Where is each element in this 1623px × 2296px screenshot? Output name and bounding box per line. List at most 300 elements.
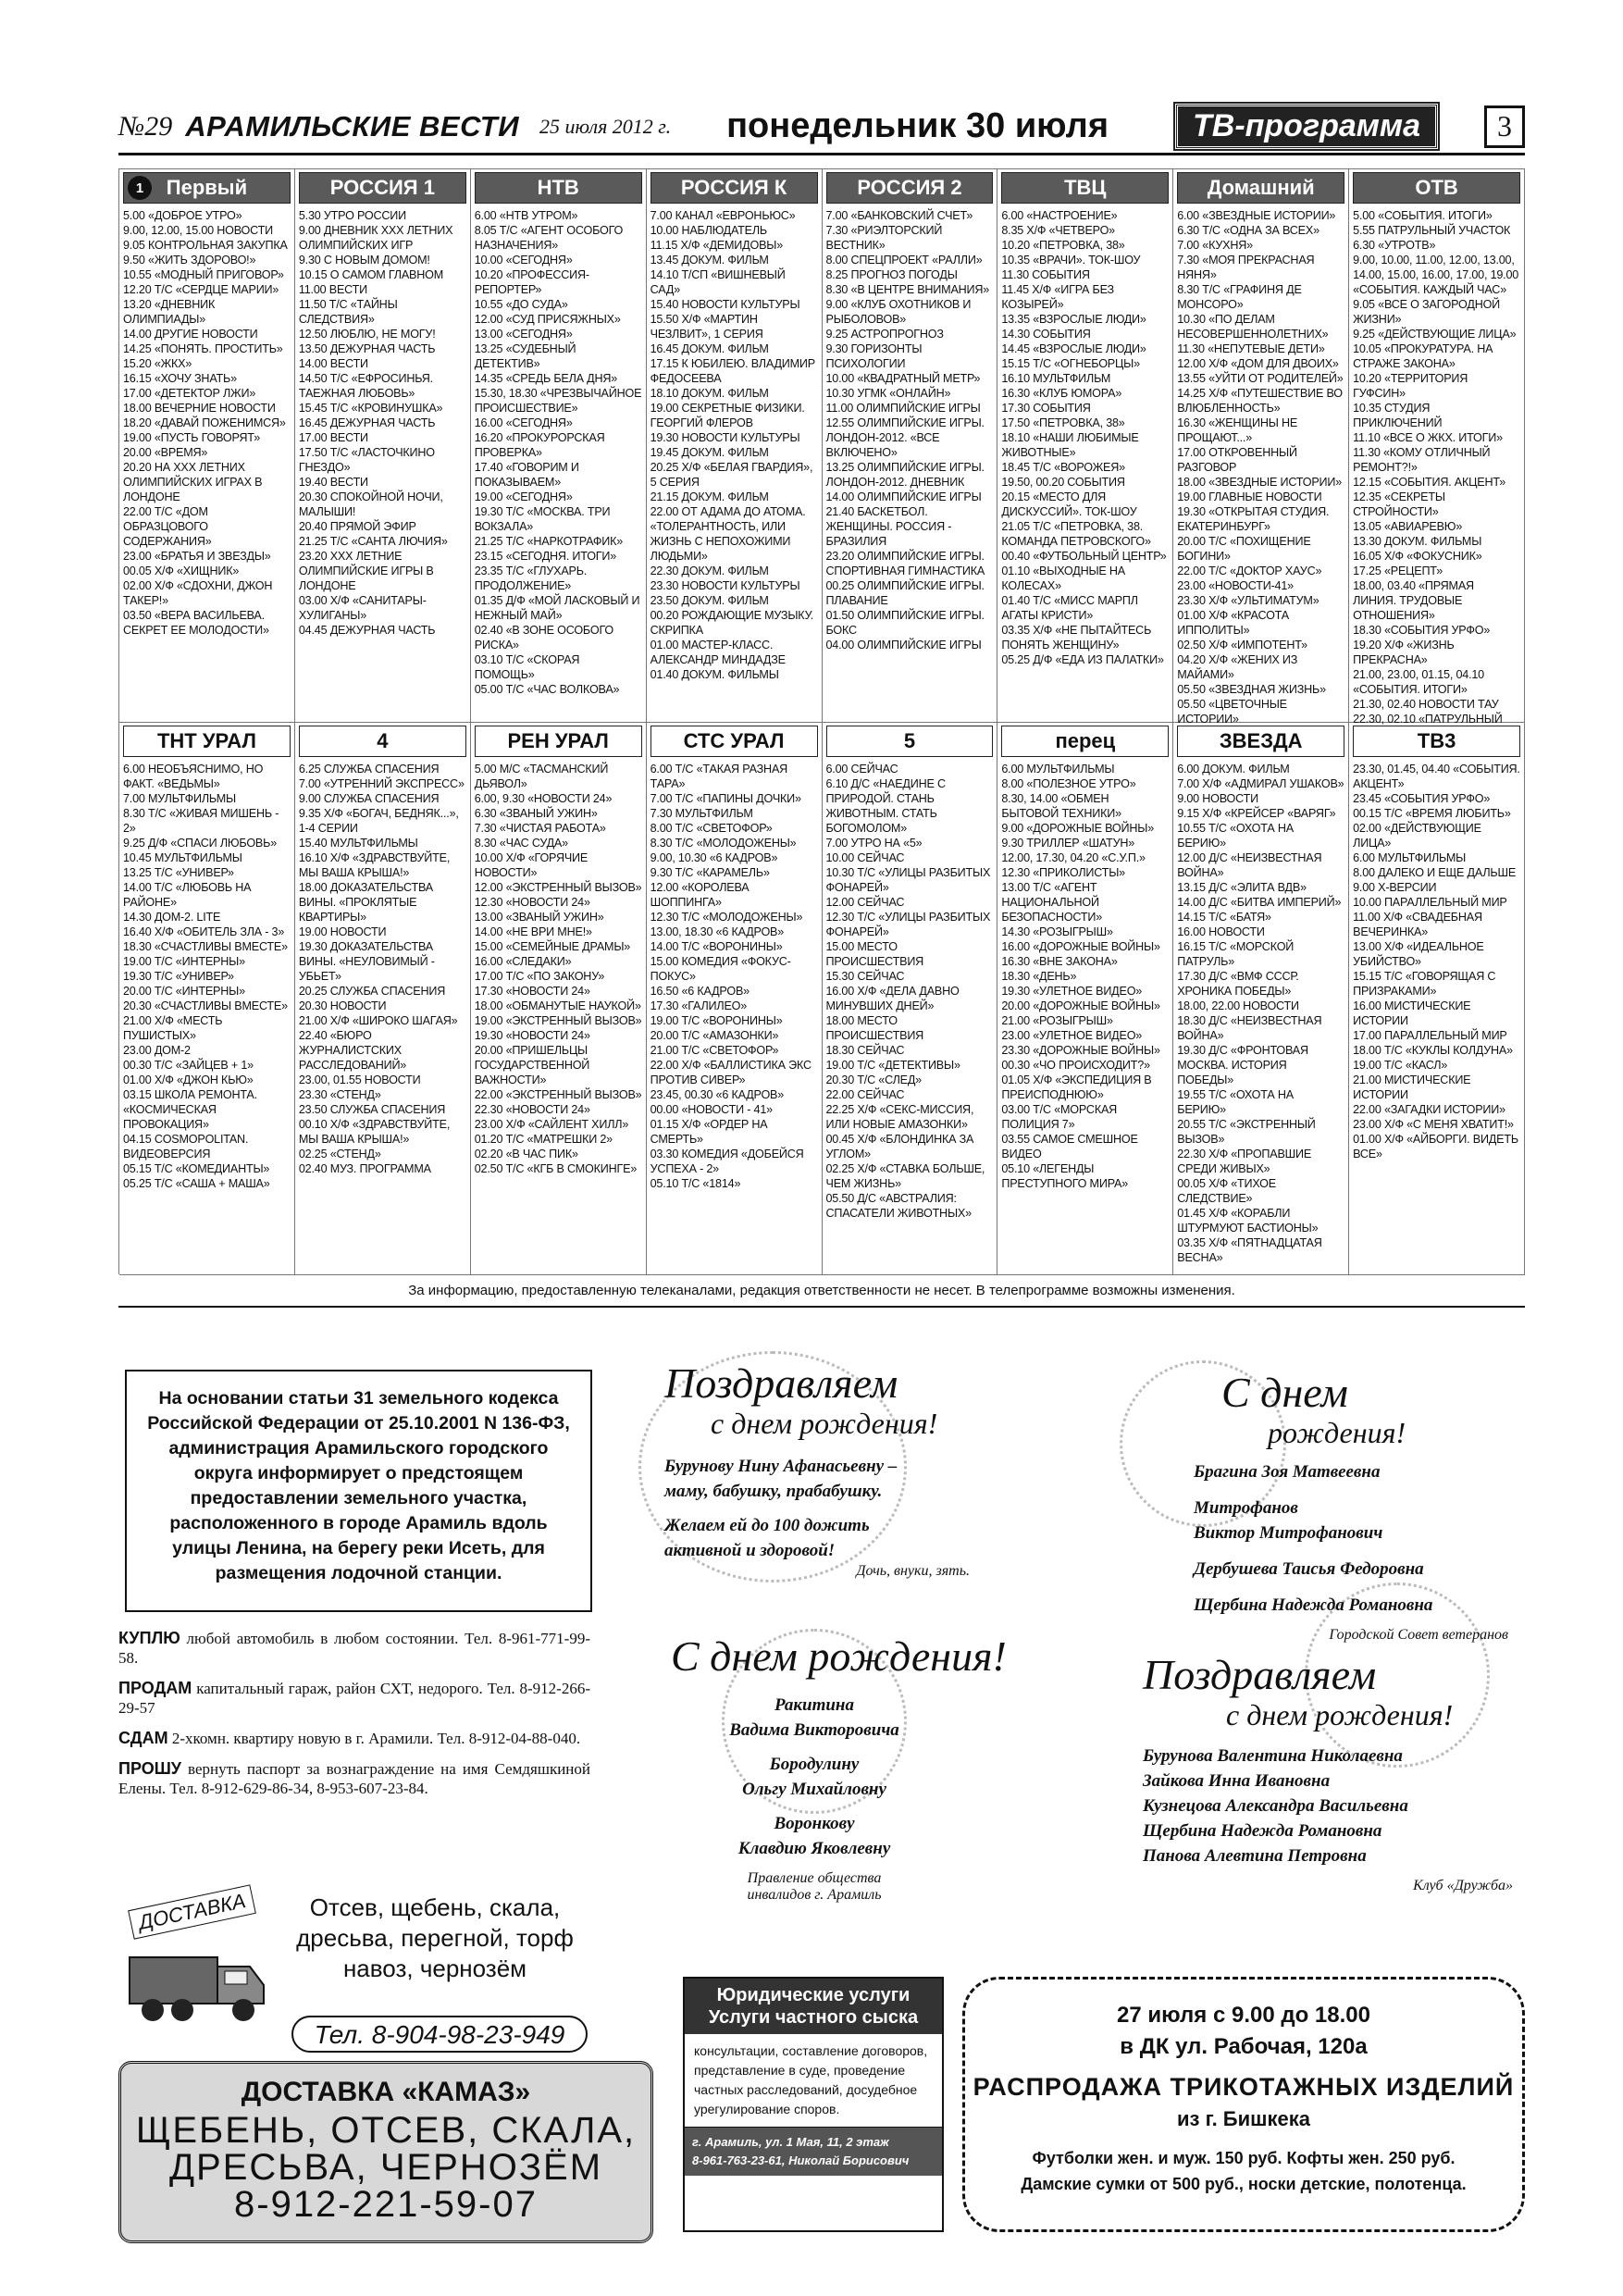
program-item: 19.30 Д/С «ФРОНТОВАЯ МОСКВА. ИСТОРИЯ ПОБЕДЫ»: [1177, 1044, 1308, 1086]
program-item: 17.00 Т/С «ПО ЗАКОНУ»: [474, 970, 605, 983]
program-item: 11.00 Х/Ф «СВАДЕБНАЯ ВЕЧЕРИНКА»: [1353, 911, 1482, 938]
program-item: 18.00 МЕСТО ПРОИСШЕСТВИЯ: [825, 1014, 924, 1042]
program-item: 14.00 Т/С «ВОРОНИНЫ»: [650, 940, 783, 953]
channel-column: [295, 169, 471, 723]
program-item: 04.45 ДЕЖУРНАЯ ЧАСТЬ: [298, 624, 436, 637]
program-item: 17.30 СОБЫТИЯ: [1001, 402, 1091, 415]
sale-prices: Футболки жен. и муж. 150 руб. Кофты жен. 250 руб.: [1032, 2149, 1456, 2167]
program-item: 23.30 «ДОРОЖНЫЕ ВОЙНЫ»: [1001, 1044, 1160, 1057]
program-item: 11.30 «КОМУ ОТЛИЧНЫЙ РЕМОНТ?!»: [1353, 446, 1491, 474]
program-item: 8.30 Т/С «ГРАФИНЯ ДЕ МОНСОРО»: [1177, 283, 1302, 311]
program-item: 15.30 СЕЙЧАС: [825, 970, 905, 983]
program-item: 15.15 Т/С «ГОВОРЯЩАЯ С ПРИЗРАКАМИ»: [1353, 970, 1496, 998]
program-item: 16.05 Х/Ф «ФОКУСНИК»: [1353, 550, 1482, 563]
issue-date: 25 июля 2012 г.: [539, 114, 672, 138]
program-item: 01.00 Х/Ф «КРАСОТА ИППОЛИТЫ»: [1177, 609, 1289, 637]
channel-logo: [1177, 726, 1344, 757]
program-item: 13.00 Х/Ф «ИДЕАЛЬНОЕ УБИЙСТВО»: [1353, 940, 1484, 968]
channel-logo: [650, 726, 818, 757]
program-item: 03.35 Х/Ф «НЕ ПЫТАЙТЕСЬ ПОНЯТЬ ЖЕНЩИНУ»: [1001, 624, 1152, 652]
program-item: 02.25 Х/Ф «СТАВКА БОЛЬШЕ, ЧЕМ ЖИЗНЬ»: [825, 1162, 985, 1190]
program-item: 03.00 Х/Ф «САНИТАРЫ-ХУЛИГАНЫ»: [298, 594, 427, 622]
program-item: 16.10 МУЛЬТФИЛЬМ: [1001, 372, 1111, 385]
program-item: 23.50 ДОКУМ. ФИЛЬМ: [650, 594, 769, 607]
program-item: 18.00 Т/С «КУКЛЫ КОЛДУНА»: [1353, 1044, 1513, 1057]
program-item: 13.20 «ДНЕВНИК ОЛИМПИАДЫ»: [123, 298, 216, 326]
program-item: 01.15 Х/Ф «ОРДЕР НА СМЕРТЬ»: [650, 1118, 768, 1146]
program-item: 22.40 «БЮРО ЖУРНАЛИСТСКИХ РАССЛЕДОВАНИЙ»: [298, 1029, 407, 1072]
legal-footer: [685, 2128, 942, 2176]
program-item: 7.30 «МОЯ ПРЕКРАСНАЯ НЯНЯ»: [1177, 254, 1315, 281]
program-item: 6.00 МУЛЬТФИЛЬМЫ: [1353, 851, 1467, 864]
program-item: 10.30 Т/С «УЛИЦЫ РАЗБИТЫХ ФОНАРЕЙ»: [825, 866, 991, 894]
sale-origin: из г. Бишкека: [1177, 2107, 1310, 2130]
program-item: 17.00 ПАРАЛЛЕЛЬНЫЙ МИР: [1353, 1029, 1507, 1042]
program-item: 21.25 Т/С «НАРКОТРАФИК»: [474, 535, 624, 548]
program-item: 22.00 Т/С «ДОМ ОБРАЗЦОВОГО СОДЕРЖАНИЯ»: [123, 505, 212, 548]
program-item: 19.00 «ЭКСТРЕННЫЙ ВЫЗОВ»: [474, 1014, 642, 1027]
program-item: 19.30 ДОКАЗАТЕЛЬСТВА ВИНЫ. «НЕУЛОВИМЫЙ - УБЬЕТ»: [298, 940, 435, 983]
ad-item: [118, 1759, 590, 1798]
greeting-name: Воронкову: [774, 1814, 855, 1833]
greeting-signature: Городской Совет ветеранов: [1329, 1627, 1508, 1643]
program-item: 16.00 МИСТИЧЕСКИЕ ИСТОРИИ: [1353, 999, 1471, 1027]
program-item: 14.35 «СРЕДЬ БЕЛА ДНЯ»: [474, 372, 618, 385]
program-item: 13.00 «СЕГОДНЯ»: [474, 328, 573, 341]
program-item: 5.00 «ДОБРОЕ УТРО»: [123, 209, 242, 222]
program-list: [1001, 762, 1169, 1191]
program-item: 20.30 «СЧАСТЛИВЫ ВМЕСТЕ»: [123, 999, 288, 1012]
program-item: 13.05 «АВИАРЕВЮ»: [1353, 520, 1463, 533]
program-item: 8.30, 14.00 «ОБМЕН БЫТОВОЙ ТЕХНИКИ»: [1001, 792, 1121, 820]
ad-item: [118, 1729, 590, 1748]
channel-logo: [1353, 172, 1520, 204]
greeting-title: С днем рождения!: [671, 1632, 1007, 1680]
sale-place: в ДК ул. Рабочая, 120а: [1120, 2034, 1368, 2059]
ad-head: КУПЛЮ: [118, 1629, 180, 1647]
program-item: 6.00 «ЗВЕЗДНЫЕ ИСТОРИИ»: [1177, 209, 1336, 222]
legal-heading: [685, 1979, 942, 2034]
program-item: 16.30 «ЖЕНЩИНЫ НЕ ПРОЩАЮТ...»: [1177, 416, 1298, 444]
channel-logo: [1177, 172, 1344, 204]
program-item: 9.35 Х/Ф «БОГАЧ, БЕДНЯК...», 1-4 СЕРИИ: [298, 807, 459, 835]
program-item: 04.00 ОЛИМПИЙСКИЕ ИГРЫ: [825, 639, 982, 652]
program-item: 12.00 «СУД ПРИСЯЖНЫХ»: [474, 313, 621, 326]
greeting-name: Кузнецова Александра Васильевна: [1143, 1796, 1408, 1816]
program-list: [1353, 208, 1520, 741]
program-item: 13.35 «ВЗРОСЛЫЕ ЛЮДИ»: [1001, 313, 1146, 326]
program-item: 8.35 Х/Ф «ЧЕТВЕРО»: [1001, 224, 1115, 237]
program-item: 12.30 Т/С «МОЛОДОЖЕНЫ»: [650, 911, 803, 924]
program-item: 02.00 «ДЕЙСТВУЮЩИЕ ЛИЦА»: [1353, 822, 1481, 850]
program-item: 02.00 Х/Ф «СДОХНИ, ДЖОН ТАКЕР!»: [123, 579, 273, 607]
kamaz-line: ЩЕБЕНЬ, ОТСЕВ, СКАЛА,: [135, 2110, 637, 2151]
channel-name: 4: [377, 729, 389, 752]
program-item: 7.30 МУЛЬТФИЛЬМ: [650, 807, 753, 820]
program-item: 6.00 Т/С «ТАКАЯ РАЗНАЯ ТАРА»: [650, 763, 788, 790]
program-item: 13.50 ДЕЖУРНАЯ ЧАСТЬ: [298, 342, 436, 355]
program-item: 22.00 Т/С «ДОКТОР ХАУС»: [1177, 565, 1322, 577]
program-item: 19.55 Т/С «ОХОТА НА БЕРИЮ»: [1177, 1088, 1294, 1116]
sale-title: РАСПРОДАЖА ТРИКОТАЖНЫХ ИЗДЕЛИЙ: [973, 2073, 1515, 2101]
program-item: 9.00, 10.00, 11.00, 12.00, 13.00, 14.00, 15.00, 16.00, 17.00, 19.00 «СОБЫТИЯ. КАЖДЫЙ ЧАС»: [1353, 254, 1519, 296]
program-item: 18.30 «СОБЫТИЯ УРФО»: [1353, 624, 1491, 637]
delivery-ad: [125, 1888, 588, 2054]
program-item: 00.05 Х/Ф «ТИХОЕ СЛЕДСТВИЕ»: [1177, 1177, 1276, 1205]
program-item: 18.00, 03.40 «ПРЯМАЯ ЛИНИЯ. ТРУДОВЫЕ ОТНОШЕНИЯ»: [1353, 579, 1474, 622]
program-item: 9.15 Х/Ф «КРЕЙСЕР «ВАРЯГ»: [1177, 807, 1336, 820]
sale-ad: [962, 1977, 1525, 2232]
channel-column: [1349, 723, 1525, 1275]
channel-logo: [826, 726, 994, 757]
program-item: 10.30 «ПО ДЕЛАМ НЕСОВЕРШЕННОЛЕТНИХ»: [1177, 313, 1329, 341]
program-item: 20.00 «ПРИШЕЛЬЦЫ ГОСУДАРСТВЕННОЙ ВАЖНОСТИ»: [474, 1044, 590, 1086]
program-item: 13.25 «СУДЕБНЫЙ ДЕТЕКТИВ»: [474, 342, 576, 370]
program-item: 00.00 «НОВОСТИ - 41»: [650, 1103, 773, 1116]
program-list: [299, 208, 466, 638]
program-item: 12.00 «КОРОЛЕВА ШОППИНГА»: [650, 881, 750, 909]
program-item: 16.45 ДОКУМ. ФИЛЬМ: [650, 342, 769, 355]
channel-name: РЕН УРАЛ: [507, 729, 609, 752]
program-item: 9.00 ДНЕВНИК XXX ЛЕТНИХ ОЛИМПИЙСКИХ ИГР: [298, 224, 453, 252]
program-item: 23.30 НОВОСТИ КУЛЬТУРЫ: [650, 579, 800, 592]
channel-logo: [299, 726, 466, 757]
truck-icon: [125, 1925, 278, 2036]
sale-date: 27 июля с 9.00 до 18.00: [1117, 2003, 1370, 2028]
program-item: 01.00 Х/Ф «АЙБОРГИ. ВИДЕТЬ ВСЕ»: [1353, 1133, 1518, 1160]
channel-column: [823, 169, 998, 723]
program-item: 17.50 «ПЕТРОВКА, 38»: [1001, 416, 1125, 429]
channel-logo: [123, 726, 291, 757]
channel-name: ОТВ: [1415, 176, 1458, 199]
program-item: 22.00 ОТ АДАМА ДО АТОМА. «ТОЛЕРАНТНОСТЬ, ИЛИ ЖИЗНЬ С НЕПОХОЖИМИ ЛЮДЬМИ»: [650, 505, 806, 563]
channel-name: Домашний: [1207, 176, 1315, 199]
program-item: 18.10 «НАШИ ЛЮБИМЫЕ ЖИВОТНЫЕ»: [1001, 431, 1139, 459]
program-item: 00.15 Т/С «ВРЕМЯ ЛЮБИТЬ»: [1353, 807, 1511, 820]
program-item: 13.25 Т/С «УНИВЕР»: [123, 866, 234, 879]
delivery-phone: Тел. 8-904-98-23-949: [291, 2016, 588, 2053]
program-item: 21.00 «РОЗЫГРЫШ»: [1001, 1014, 1113, 1027]
program-item: 16.50 «6 КАДРОВ»: [650, 985, 750, 998]
channel-name: РОССИЯ К: [680, 176, 787, 199]
program-item: 19.00 СЕКРЕТНЫЕ ФИЗИКИ. ГЕОРГИЙ ФЛЕРОВ: [650, 402, 805, 429]
program-item: 10.20 «ПЕТРОВКА, 38»: [1001, 239, 1125, 252]
channel-logo: [1353, 726, 1520, 757]
program-item: 17.30 Д/С «ВМФ СССР. ХРОНИКА ПОБЕДЫ»: [1177, 970, 1299, 998]
program-item: 17.00 ВЕСТИ: [298, 431, 368, 444]
program-item: 6.30 «УТРОТВ»: [1353, 239, 1436, 252]
paper-name: АРАМИЛЬСКИЕ ВЕСТИ: [185, 109, 520, 143]
program-item: 02.50 Х/Ф «ИМПОТЕНТ»: [1177, 639, 1307, 652]
program-item: 01.05 Х/Ф «ЭКСПЕДИЦИЯ В ПРЕИСПОДНЮЮ»: [1001, 1074, 1152, 1101]
program-list: [826, 208, 994, 652]
program-item: 7.00 УТРО НА «5»: [825, 837, 923, 850]
greeting-name: Ольгу Михайловну: [742, 1780, 886, 1799]
program-item: 20.00 Т/С «ПОХИЩЕНИЕ БОГИНИ»: [1177, 535, 1311, 563]
delivery-line: дресьва, перегной, торф: [296, 1924, 574, 1952]
greetings-area: [611, 1351, 1525, 1903]
program-item: 23.30 «СТЕНД»: [298, 1088, 381, 1101]
channel-logo: [650, 172, 818, 204]
greeting-title: Поздравляем: [1143, 1651, 1377, 1698]
program-item: 8.00 ДАЛЕКО И ЕЩЕ ДАЛЬШЕ: [1353, 866, 1517, 879]
program-item: 16.40 Х/Ф «ОБИТЕЛЬ ЗЛА - 3»: [123, 925, 285, 938]
channel-name: СТС УРАЛ: [683, 729, 785, 752]
program-item: 14.00 Д/С «БИТВА ИМПЕРИЙ»: [1177, 896, 1342, 909]
program-list: [1353, 762, 1520, 1161]
program-item: 21.00, 23.00, 01.15, 04.10 «СОБЫТИЯ. ИТОГИ»: [1353, 668, 1484, 696]
program-item: 10.20 «ТЕРРИТОРИЯ ГУФСИН»: [1353, 372, 1468, 400]
channel-name: ТВЦ: [1064, 176, 1107, 199]
program-item: 01.00 Х/Ф «ДЖОН КЬЮ»: [123, 1074, 254, 1086]
program-item: 7.00 Х/Ф «АДМИРАЛ УШАКОВ»: [1177, 777, 1344, 790]
program-item: 05.50 Д/С «АВСТРАЛИЯ: СПАСАТЕЛИ ЖИВОТНЫХ»: [825, 1192, 972, 1220]
program-item: 13.25 ОЛИМПИЙСКИЕ ИГРЫ. ЛОНДОН-2012. ДНЕВНИК: [825, 461, 985, 489]
program-item: 20.00 Т/С «АМАЗОНКИ»: [650, 1029, 779, 1042]
program-item: 8.00 Т/С «СВЕТОФОР»: [650, 822, 773, 835]
program-item: 18.20 «ДАВАЙ ПОЖЕНИМСЯ»: [123, 416, 286, 429]
program-item: 23.00 Х/Ф «САЙЛЕНТ ХИЛЛ»: [474, 1118, 629, 1131]
program-item: 12.00 «ЭКСТРЕННЫЙ ВЫЗОВ»: [474, 881, 642, 894]
program-item: 14.15 Т/С «БАТЯ»: [1177, 911, 1271, 924]
program-item: 18.00 ДОКАЗАТЕЛЬСТВА ВИНЫ. «ПРОКЛЯТЫЕ КВАРТИРЫ»: [298, 881, 433, 924]
program-item: 5.55 ПАТРУЛЬНЫЙ УЧАСТОК: [1353, 224, 1511, 237]
channel-name: ТНТ УРАЛ: [156, 729, 256, 752]
channel-column: [647, 169, 823, 723]
program-item: 20.30 НОВОСТИ: [298, 999, 387, 1012]
program-item: 19.45 ДОКУМ. ФИЛЬМ: [650, 446, 769, 459]
program-item: 18.10 ДОКУМ. ФИЛЬМ: [650, 387, 769, 400]
program-item: 23.15 «СЕГОДНЯ. ИТОГИ»: [474, 550, 617, 563]
delivery-stamp: ДОСТАВКА: [128, 1884, 256, 1939]
program-item: 05.15 Т/С «КОМЕДИАНТЫ»: [123, 1162, 270, 1175]
program-item: 7.00 «КУХНЯ»: [1177, 239, 1253, 252]
program-item: 6.00 МУЛЬТФИЛЬМЫ: [1001, 763, 1115, 776]
program-item: 8.30 «В ЦЕНТРЕ ВНИМАНИЯ»: [825, 283, 990, 296]
program-list: [1177, 208, 1344, 726]
channel-logo: [299, 172, 466, 204]
program-item: 14.25 Х/Ф «ПУТЕШЕСТВИЕ ВО ВЛЮБЛЕННОСТЬ»: [1177, 387, 1343, 415]
program-item: 19.00 ГЛАВНЫЕ НОВОСТИ: [1177, 490, 1322, 503]
program-item: 6.30 «ЗВАНЫЙ УЖИН»: [474, 807, 598, 820]
greeting-subtitle: с днем рождения!: [711, 1407, 938, 1440]
program-item: 04.20 Х/Ф «ЖЕНИХ ИЗ МАЙАМИ»: [1177, 653, 1298, 681]
program-item: 14.25 «ПОНЯТЬ. ПРОСТИТЬ»: [123, 342, 283, 355]
program-item: 10.35 СТУДИЯ ПРИКЛЮЧЕНИЙ: [1353, 402, 1443, 429]
program-item: 8.30 Т/С «ЖИВАЯ МИШЕНЬ - 2»: [123, 807, 279, 835]
program-item: 9.00, 10.30 «6 КАДРОВ»: [650, 851, 778, 864]
program-item: 01.35 Д/Ф «МОЙ ЛАСКОВЫЙ И НЕЖНЫЙ МАЙ»: [474, 594, 640, 622]
program-item: 5.30 УТРО РОССИИ: [298, 209, 407, 222]
program-item: 01.00 МАСТЕР-КЛАСС. АЛЕКСАНДР МИНДАДЗЕ: [650, 639, 786, 666]
greeting-name: Щербина Надежда Романовна: [1143, 1821, 1382, 1841]
program-item: 10.00 СЕЙЧАС: [825, 851, 905, 864]
program-item: 01.50 ОЛИМПИЙСКИЕ ИГРЫ. БОКС: [825, 609, 985, 637]
channel-column: [1173, 723, 1349, 1275]
kamaz-heading: ДОСТАВКА «КАМАЗ»: [241, 2077, 531, 2107]
program-item: 23.00 «НОВОСТИ-41»: [1177, 579, 1294, 592]
program-item: 6.00 ДОКУМ. ФИЛЬМ: [1177, 763, 1290, 776]
program-item: 7.00 КАНАЛ «ЕВРОНЬЮС»: [650, 209, 796, 222]
classifieds: [118, 1629, 590, 1809]
program-item: 16.00 НОВОСТИ: [1177, 925, 1265, 938]
greeting-title: Поздравляем: [664, 1359, 898, 1407]
greeting-name: Ракитина: [774, 1695, 854, 1715]
program-item: 20.00 Т/С «ИНТЕРНЫ»: [123, 985, 245, 998]
channel-logo: [1001, 172, 1169, 204]
program-item: 13.45 ДОКУМ. ФИЛЬМ: [650, 254, 769, 267]
program-item: 19.00 НОВОСТИ: [298, 925, 387, 938]
program-list: [650, 762, 818, 1191]
program-item: 16.20 «ПРОКУРОРСКАЯ ПРОВЕРКА»: [474, 431, 605, 459]
program-item: 14.10 Т/СП «ВИШНЕВЫЙ САД»: [650, 268, 786, 296]
program-item: 9.25 Д/Ф «СПАСИ ЛЮБОВЬ»: [123, 837, 278, 850]
program-item: 5.00 М/С «ТАСМАНСКИЙ ДЬЯВОЛ»: [474, 763, 609, 790]
program-item: 15.40 НОВОСТИ КУЛЬТУРЫ: [650, 298, 800, 311]
program-item: 19.40 ВЕСТИ: [298, 476, 368, 489]
program-item: 12.55 ОЛИМПИЙСКИЕ ИГРЫ. ЛОНДОН-2012. «ВСЕ ВКЛЮЧЕНО»: [825, 416, 985, 459]
channel-name: РОССИЯ 2: [857, 176, 962, 199]
program-item: 16.45 ДЕЖУРНАЯ ЧАСТЬ: [298, 416, 436, 429]
program-item: 18.00, 22.00 НОВОСТИ: [1177, 999, 1299, 1012]
program-item: 12.35 «СЕКРЕТЫ СТРОЙНОСТИ»: [1353, 490, 1445, 518]
program-item: 00.20 РОЖДАЮЩИЕ МУЗЫКУ. СКРИПКА: [650, 609, 813, 637]
program-item: 19.30 «НОВОСТИ 24»: [474, 1029, 590, 1042]
program-item: 9.25 АСТРОПРОГНОЗ: [825, 328, 944, 341]
program-item: 04.15 COSMOPOLITAN. ВИДЕОВЕРСИЯ: [123, 1133, 249, 1160]
program-item: 19.00 «СЕГОДНЯ»: [474, 490, 573, 503]
program-item: 19.00 «ПУСТЬ ГОВОРЯТ»: [123, 431, 261, 444]
program-item: 22.30 ДОКУМ. ФИЛЬМ: [650, 565, 769, 577]
program-item: 9.00 СЛУЖБА СПАСЕНИЯ: [298, 792, 440, 805]
program-item: 19.00 Т/С «КАСЛ»: [1353, 1059, 1448, 1072]
program-item: 16.00 «СЛЕДАКИ»: [474, 955, 572, 968]
program-item: 9.00 «КЛУБ ОХОТНИКОВ И РЫБОЛОВОВ»: [825, 298, 972, 326]
program-item: 18.30 «СЧАСТЛИВЫ ВМЕСТЕ»: [123, 940, 288, 953]
program-item: 21.30, 02.40 НОВОСТИ ТАУ: [1353, 698, 1499, 711]
program-item: 10.45 МУЛЬТФИЛЬМЫ: [123, 851, 242, 864]
channel-logo: [1001, 726, 1169, 757]
greeting-line: Желаем ей до 100 дожить: [664, 1516, 870, 1535]
program-item: 9.30 ТРИЛЛЕР «ШАТУН»: [1001, 837, 1135, 850]
channel-name: 5: [903, 729, 916, 752]
program-item: 8.00 СПЕЦПРОЕКТ «РАЛЛИ»: [825, 254, 983, 267]
program-item: 21.00 Х/Ф «МЕСТЬ ПУШИСТЫХ»: [123, 1014, 223, 1042]
channel-column: [119, 723, 295, 1275]
program-item: 20.20 НА XXX ЛЕТНИХ ОЛИМПИЙСКИХ ИГРАХ В ЛОНДОНЕ: [123, 461, 263, 503]
program-item: 23.00 «УЛЕТНОЕ ВИДЕО»: [1001, 1029, 1143, 1042]
program-item: 6.00, 9.30 «НОВОСТИ 24»: [474, 792, 613, 805]
program-item: 9.00 НОВОСТИ: [1177, 792, 1258, 805]
program-item: 20.25 Х/Ф «БЕЛАЯ ГВАРДИЯ», 5 СЕРИЯ: [650, 461, 813, 489]
program-item: 00.25 ОЛИМПИЙСКИЕ ИГРЫ. ПЛАВАНИЕ: [825, 579, 985, 607]
program-item: 9.00 Х-ВЕРСИИ: [1353, 881, 1437, 894]
program-item: 15.15 Т/С «ОГНЕБОРЦЫ»: [1001, 357, 1140, 370]
program-item: 15.00 МЕСТО ПРОИСШЕСТВИЯ: [825, 940, 924, 968]
program-item: 05.50 «ЗВЕЗДНАЯ ЖИЗНЬ»: [1177, 683, 1326, 696]
program-item: 21.00 Т/С «СВЕТОФОР»: [650, 1044, 779, 1057]
program-item: 18.30 Д/С «НЕИЗВЕСТНАЯ ВОЙНА»: [1177, 1014, 1322, 1042]
program-item: 16.00 «ДОРОЖНЫЕ ВОЙНЫ»: [1001, 940, 1160, 953]
program-item: 7.00 МУЛЬТФИЛЬМЫ: [123, 792, 236, 805]
delivery-text: [282, 1893, 588, 1984]
program-item: 12.30 «НОВОСТИ 24»: [474, 896, 590, 909]
program-item: 9.00, 12.00, 15.00 НОВОСТИ: [123, 224, 273, 237]
channel-column: [119, 169, 295, 723]
program-item: 14.00 Т/С «ЛЮБОВЬ НА РАЙОНЕ»: [123, 881, 252, 909]
program-item: 5.00 «СОБЫТИЯ. ИТОГИ»: [1353, 209, 1493, 222]
program-item: 05.50 «ЦВЕТОЧНЫЕ ИСТОРИИ»: [1177, 698, 1287, 726]
greeting-name: Щербина Надежда Романовна: [1194, 1595, 1433, 1615]
program-item: 23.00, 01.55 НОВОСТИ: [298, 1074, 421, 1086]
program-item: 03.15 ШКОЛА РЕМОНТА. «КОСМИЧЕСКАЯ ПРОВОКАЦИЯ»: [123, 1088, 257, 1131]
program-item: 10.00 НАБЛЮДАТЕЛЬ: [650, 224, 767, 237]
channel-name: ТВ3: [1417, 729, 1456, 752]
program-item: 9.05 КОНТРОЛЬНАЯ ЗАКУПКА: [123, 239, 288, 252]
ad-head: ПРОДАМ: [118, 1679, 192, 1697]
program-item: 00.30 «ЧО ПРОИСХОДИТ?»: [1001, 1059, 1150, 1072]
program-item: 19.00 Т/С «ВОРОНИНЫ»: [650, 1014, 783, 1027]
program-item: 10.55 «МОДНЫЙ ПРИГОВОР»: [123, 268, 284, 281]
program-item: 12.00 СЕЙЧАС: [825, 896, 905, 909]
channel-column: [997, 723, 1173, 1275]
greeting-name: Бородулину: [769, 1755, 860, 1774]
program-item: 10.05 «ПРОКУРАТУРА. НА СТРАЖЕ ЗАКОНА»: [1353, 342, 1493, 370]
greeting-card-1: [664, 1360, 1016, 1580]
program-item: 01.40 ДОКУМ. ФИЛЬМЫ: [650, 668, 779, 681]
ad-head: СДАМ: [118, 1729, 168, 1747]
sale-items: Дамские сумки от 500 руб., носки детские, полотенца.: [1021, 2175, 1467, 2193]
program-item: 7.00 «УТРЕННИЙ ЭКСПРЕСС»: [298, 777, 465, 790]
program-item: 22.00 СЕЙЧАС: [825, 1088, 905, 1101]
program-item: 10.35 «ВРАЧИ». ТОК-ШОУ: [1001, 254, 1141, 267]
program-item: 05.10 «ЛЕГЕНДЫ ПРЕСТУПНОГО МИРА»: [1001, 1162, 1129, 1190]
program-item: 01.40 Т/С «МИСС МАРПЛ АГАТЫ КРИСТИ»: [1001, 594, 1138, 622]
program-item: 6.10 Д/С «НАЕДИНЕ С ПРИРОДОЙ. СТАНЬ ЖИВОТНЫМ. СТАТЬ БОГОМОЛОМ»: [825, 777, 946, 835]
greeting-name: Митрофанов: [1194, 1498, 1298, 1518]
program-item: 7.30 «РИЭЛТОРСКИЙ ВЕСТНИК»: [825, 224, 943, 252]
program-item: 11.45 Х/Ф «ИГРА БЕЗ КОЗЫРЕЙ»: [1001, 283, 1114, 311]
program-list: [299, 762, 466, 1176]
greeting-name: Бурунова Валентина Николаевна: [1143, 1746, 1403, 1766]
channel-name: перец: [1055, 729, 1116, 752]
program-item: 19.30 Т/С «МОСКВА. ТРИ ВОКЗАЛА»: [474, 505, 611, 533]
ad-text: любой автомобиль в любом состоянии. Тел. 8-961-771-99-58.: [118, 1630, 590, 1667]
channel-column: [295, 723, 471, 1275]
program-item: 01.45 Х/Ф «КОРАБЛИ ШТУРМУЮТ БАСТИОНЫ»: [1177, 1207, 1319, 1235]
program-item: 03.00 Т/С «МОРСКАЯ ПОЛИЦИЯ 7»: [1001, 1103, 1118, 1131]
issue-number: №29: [118, 110, 173, 142]
program-item: 05.25 Д/Ф «ЕДА ИЗ ПАЛАТКИ»: [1001, 653, 1164, 666]
program-item: 19.00 Т/С «ДЕТЕКТИВЫ»: [825, 1059, 960, 1072]
channel-column: [471, 169, 647, 723]
program-item: 22.00 «ЭКСТРЕННЫЙ ВЫЗОВ»: [474, 1088, 642, 1101]
program-item: 20.30 СПОКОЙНОЙ НОЧИ, МАЛЫШИ!: [298, 490, 443, 518]
program-item: 00.40 «ФУТБОЛЬНЫЙ ЦЕНТР»: [1001, 550, 1167, 563]
program-item: 18.00 ВЕЧЕРНИЕ НОВОСТИ: [123, 402, 276, 415]
masthead: [118, 100, 1525, 155]
program-item: 12.50 ЛЮБЛЮ, НЕ МОГУ!: [298, 328, 436, 341]
program-item: 13.00, 18.30 «6 КАДРОВ»: [650, 925, 785, 938]
program-item: 03.30 КОМЕДИЯ «ДОБЕЙСЯ УСПЕХА - 2»: [650, 1148, 804, 1175]
program-item: 16.00 «СЕГОДНЯ»: [474, 416, 573, 429]
program-item: 14.00 ДРУГИЕ НОВОСТИ: [123, 328, 258, 341]
greeting-signature: инвалидов г. Арамиль: [747, 1887, 882, 1903]
program-list: [475, 762, 642, 1176]
program-item: 15.20 «ЖКХ»: [123, 357, 192, 370]
program-item: 11.15 Х/Ф «ДЕМИДОВЫ»: [650, 239, 784, 252]
program-item: 6.25 СЛУЖБА СПАСЕНИЯ: [298, 763, 440, 776]
